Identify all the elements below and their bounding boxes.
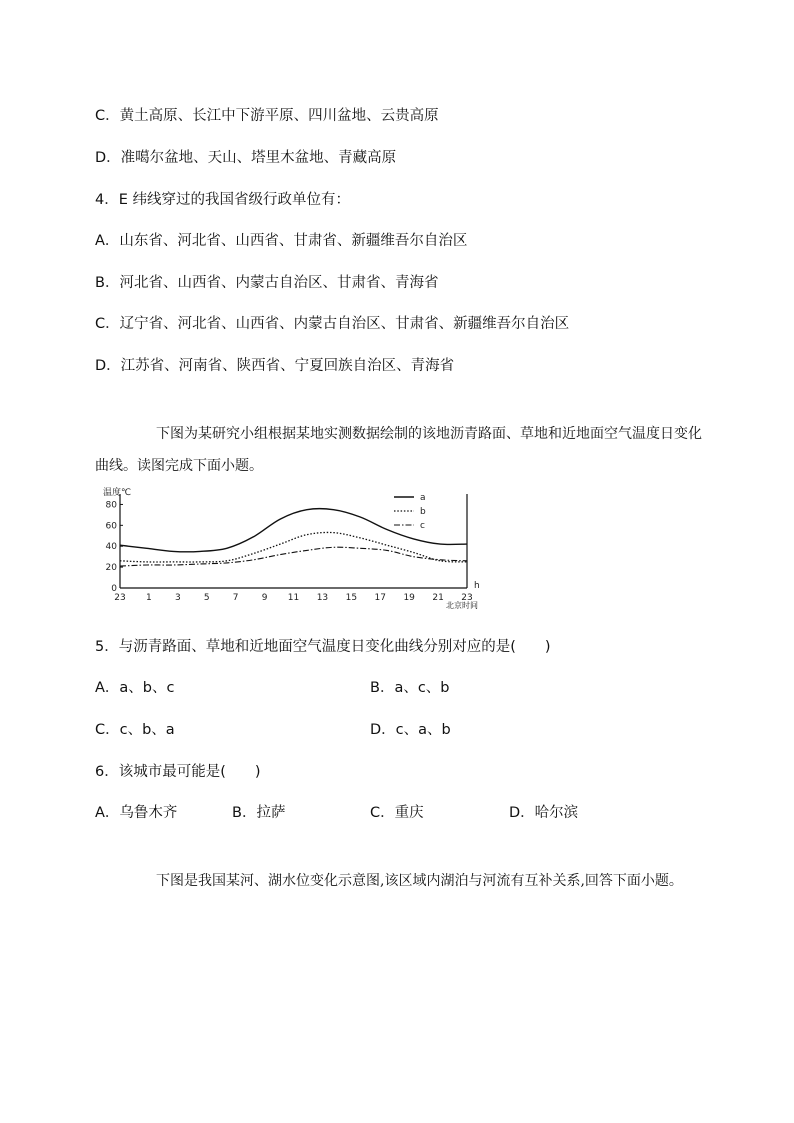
q5-option-b: B．a、c、b bbox=[370, 680, 450, 696]
q6-option-a: A．乌鲁木齐 bbox=[95, 805, 178, 821]
q6-stem: 6．该城市最可能是( ) bbox=[95, 764, 261, 780]
series-b-line bbox=[120, 532, 467, 562]
y-tick-label: 80 bbox=[105, 500, 117, 511]
q5-option-a: A．a、b、c bbox=[95, 680, 175, 696]
x-tick-label: 23 bbox=[114, 593, 126, 603]
x-tick-label: 7 bbox=[232, 593, 239, 603]
intro-paragraph-river-lake: 下图是我国某河、湖水位变化示意图,该区域内湖泊与河流有互补关系,回答下面小题。 bbox=[156, 873, 683, 889]
legend-label-b: b bbox=[420, 507, 426, 517]
x-tick-label: 13 bbox=[316, 593, 329, 603]
x-tick-label: 19 bbox=[403, 593, 415, 603]
x-unit-label: h bbox=[474, 581, 480, 591]
y-tick-label: 20 bbox=[105, 563, 117, 574]
series-a-line bbox=[120, 509, 467, 552]
y-tick-label: 0 bbox=[111, 584, 117, 594]
q3-option-c: C．黄土高原、长江中下游平原、四川盆地、云贵高原 bbox=[95, 108, 439, 124]
q6-option-d: D．哈尔滨 bbox=[509, 805, 579, 821]
series-c-line bbox=[120, 547, 467, 566]
y-tick-label: 60 bbox=[105, 521, 117, 532]
q4-option-c: C．辽宁省、河北省、山西省、内蒙古自治区、甘肃省、新疆维吾尔自治区 bbox=[95, 316, 570, 332]
x-tick-label: 21 bbox=[432, 593, 444, 603]
x-tick-label: 9 bbox=[261, 593, 268, 603]
q4-option-d: D．江苏省、河南省、陕西省、宁夏回族自治区、青海省 bbox=[95, 358, 455, 374]
x-axis-label: 北京时间 bbox=[446, 601, 478, 610]
x-tick-label: 5 bbox=[203, 593, 210, 603]
legend-label-a: a bbox=[420, 493, 426, 503]
y-tick-label: 40 bbox=[105, 542, 117, 553]
q4-option-a: A．山东省、河北省、山西省、甘肃省、新疆维吾尔自治区 bbox=[95, 233, 468, 249]
x-tick-label: 3 bbox=[174, 593, 181, 603]
q3-option-d: D．准噶尔盆地、天山、塔里木盆地、青藏高原 bbox=[95, 150, 397, 166]
q5-option-c: C．c、b、a bbox=[95, 722, 175, 738]
q5-stem: 5．与沥青路面、草地和近地面空气温度日变化曲线分别对应的是( ) bbox=[95, 639, 551, 655]
q6-option-c: C．重庆 bbox=[370, 805, 424, 821]
intro-paragraph-temperature: 下图为某研究小组根据某地实测数据绘制的该地沥青路面、草地和近地面空气温度日变化曲线。读图完成下面小题。 bbox=[95, 426, 702, 474]
q6-option-b: B．拉萨 bbox=[232, 805, 286, 821]
x-tick-label: 15 bbox=[345, 593, 358, 603]
legend-label-c: c bbox=[420, 521, 425, 531]
temperature-chart bbox=[100, 484, 490, 614]
q4-option-b: B．河北省、山西省、内蒙古自治区、甘肃省、青海省 bbox=[95, 275, 439, 291]
q5-option-d: D．c、a、b bbox=[370, 722, 451, 738]
x-tick-label: 17 bbox=[374, 593, 386, 603]
x-tick-label: 23 bbox=[461, 593, 473, 603]
y-axis-label: 温度℃ bbox=[103, 488, 132, 498]
q4-stem: 4．E 纬线穿过的我国省级行政单位有： bbox=[95, 192, 350, 208]
x-tick-label: 11 bbox=[287, 593, 300, 603]
x-tick-label: 1 bbox=[146, 593, 152, 603]
